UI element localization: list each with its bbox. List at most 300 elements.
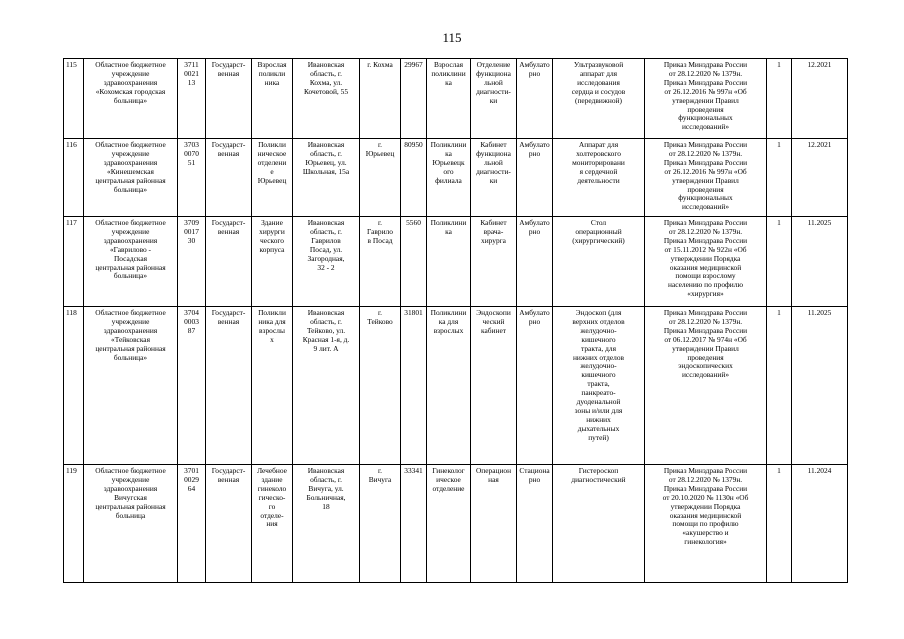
address-cell	[293, 59, 360, 139]
address-line: Ивановская	[307, 60, 345, 69]
structural-unit-line: Гинеколог	[432, 466, 465, 475]
department-cell	[471, 465, 517, 583]
ownership-form-line: Государст-	[211, 60, 246, 69]
department-line: Кабинет	[480, 218, 507, 227]
settlement-cell	[360, 465, 401, 583]
row-number-cell	[64, 217, 84, 307]
organization-name-line: «Гаврилово -	[109, 244, 152, 254]
quantity-value: 1	[777, 466, 781, 475]
organization-code-line: 30	[187, 235, 196, 245]
care-conditions-cell	[517, 465, 553, 583]
regulatory-order-line: от 28.12.2020 № 1379н.	[668, 148, 743, 158]
care-conditions-cell	[517, 139, 553, 217]
organization-name-line: учреждение	[111, 226, 150, 236]
regulatory-order-line: гинекология»	[684, 537, 727, 547]
settlement-line: г.	[377, 308, 383, 317]
equipment-name-line: Гистероскоп	[578, 466, 619, 475]
row-number-value: 118	[66, 308, 77, 317]
department-line: ки	[489, 175, 498, 185]
registry-body	[64, 59, 848, 583]
structural-unit-line: Поликлини	[430, 140, 467, 149]
quantity-cell	[767, 139, 792, 217]
row-number-cell	[64, 307, 84, 465]
address-line: Ивановская	[307, 218, 345, 227]
delivery-date-cell	[792, 139, 848, 217]
ownership-form-line: Государст-	[211, 308, 246, 317]
address-line: Кохма, ул.	[309, 77, 343, 87]
structural-unit-line: Юрьевецк	[432, 157, 465, 167]
regulatory-order-line: исследований»	[681, 122, 730, 132]
address-line: 9 лит. А	[313, 343, 339, 353]
equipment-name-line: путей)	[588, 432, 609, 442]
regulatory-order-line: оказания медицинской	[669, 510, 742, 520]
organization-code-line: 0029	[184, 474, 199, 484]
care-conditions-line: Амбулато	[519, 60, 550, 69]
equipment-name-line: нижних	[586, 414, 611, 424]
row-number-value: 116	[66, 140, 77, 149]
delivery-date-value: 11.2025	[807, 308, 832, 317]
organization-code-line: 87	[187, 325, 196, 335]
building-name-line: поликли	[258, 68, 286, 78]
department-line: ческий	[482, 316, 505, 326]
quantity-cell	[767, 59, 792, 139]
regulatory-order-cell	[645, 139, 767, 217]
delivery-date-value: 12.2021	[807, 140, 832, 149]
equipment-name-line: желудочно-	[580, 325, 617, 335]
quantity-cell	[767, 217, 792, 307]
equipment-name-cell	[553, 307, 645, 465]
regulatory-order-cell	[645, 307, 767, 465]
organization-code-cell	[178, 465, 206, 583]
care-conditions-line: Амбулато	[519, 218, 550, 227]
settlement-cell	[360, 217, 401, 307]
equipment-name-cell	[553, 465, 645, 583]
building-name-line: хирурги	[259, 226, 285, 236]
settlement-line: г.	[377, 218, 383, 227]
settlement-line: Тейково	[367, 316, 393, 326]
address-line: 32 - 2	[317, 262, 335, 272]
regulatory-order-line: от 06.12.2017 № 974н «Об	[664, 334, 747, 344]
equipment-name-line: верхних отделов	[572, 316, 625, 326]
organization-name-line: Областное бюджетное	[95, 466, 166, 475]
quantity-cell	[767, 307, 792, 465]
equipment-name-line: дуоденальной	[576, 397, 621, 407]
structural-unit-line: ка	[445, 77, 452, 87]
address-line: область, г.	[310, 474, 342, 484]
delivery-date-value: 11.2025	[807, 218, 832, 227]
structural-unit-line: взрослых	[433, 325, 464, 335]
organization-name-line: Областное бюджетное	[95, 60, 166, 69]
department-line: диагности-	[476, 166, 511, 176]
department-line: Эндоскопи	[476, 308, 511, 317]
regulatory-order-line: Приказ Минздрава России	[663, 235, 748, 245]
building-name-line: взрослы	[259, 325, 285, 335]
equipment-name-line: Эндоскоп (для	[575, 308, 622, 317]
department-line: диагности-	[476, 86, 511, 96]
ownership-form-line: венная	[217, 148, 240, 158]
address-line: область, г.	[310, 148, 342, 158]
regulatory-order-line: Приказ Минздрава России	[663, 325, 748, 335]
address-line: Ивановская	[307, 466, 345, 475]
department-line: льной	[484, 77, 503, 87]
organization-name-line: здравоохранения	[103, 157, 158, 167]
organization-name-line: «Кохомская городская	[95, 86, 166, 96]
regulatory-order-line: от 28.12.2020 № 1379н.	[668, 226, 743, 236]
equipment-name-cell	[553, 59, 645, 139]
organization-name-line: больница	[115, 510, 146, 520]
department-cell	[471, 307, 517, 465]
equipment-name-line: зоны и/или для	[574, 405, 623, 415]
organization-code-line: 0070	[184, 148, 199, 158]
population-index-cell	[401, 217, 427, 307]
settlement-line: Вичуга	[368, 474, 392, 484]
care-conditions-line: Амбулато	[519, 308, 550, 317]
department-line: кабинет	[481, 325, 506, 335]
equipment-name-line: операционный	[575, 226, 622, 236]
row-number-cell	[64, 139, 84, 217]
organization-name-cell	[84, 217, 178, 307]
row-number-value: 115	[66, 60, 77, 69]
delivery-date-value: 11.2024	[807, 466, 832, 475]
department-line: Кабинет	[480, 140, 507, 149]
organization-name-cell	[84, 139, 178, 217]
equipment-name-line: кишечного	[581, 370, 616, 380]
settlement-line: Гаврило	[367, 226, 393, 236]
ownership-form-line: венная	[217, 474, 240, 484]
address-line: 18	[322, 501, 330, 511]
building-name-line: отделени	[257, 157, 287, 167]
equipment-name-line: желудочно-	[580, 361, 617, 371]
structural-unit-cell	[427, 465, 471, 583]
table-row	[64, 139, 848, 217]
ownership-form-cell	[206, 139, 252, 217]
ownership-form-cell	[206, 465, 252, 583]
ownership-form-line: Государст-	[211, 466, 246, 475]
organization-code-cell	[178, 217, 206, 307]
care-conditions-cell	[517, 307, 553, 465]
organization-code-cell	[178, 307, 206, 465]
regulatory-order-line: проведения	[687, 352, 724, 362]
department-cell	[471, 139, 517, 217]
population-index-value: 33341	[404, 466, 423, 475]
regulatory-order-line: эндоскопических	[678, 361, 733, 371]
ownership-form-cell	[206, 59, 252, 139]
page-number: 115	[442, 30, 462, 45]
care-conditions-line: рно	[528, 474, 541, 484]
delivery-date-cell	[792, 307, 848, 465]
building-name-line: ническое	[257, 148, 287, 158]
building-name-cell	[252, 307, 293, 465]
care-conditions-line: рно	[528, 316, 541, 326]
address-line: Гаврилов	[311, 235, 341, 245]
department-line: функциона	[476, 68, 511, 78]
population-index-cell	[401, 465, 427, 583]
organization-code-line: 51	[187, 157, 196, 167]
address-line: Школьная, 15а	[302, 166, 350, 176]
settlement-line: в Посад	[367, 235, 393, 245]
care-conditions-line: рно	[528, 148, 541, 158]
department-line: функциона	[476, 148, 511, 158]
care-conditions-line: Стациона	[519, 466, 550, 475]
regulatory-order-line: Приказ Минздрава России	[663, 77, 748, 87]
regulatory-order-line: Приказ Минздрава России	[663, 60, 748, 69]
settlement-cell	[360, 307, 401, 465]
regulatory-order-line: Приказ Минздрава России	[663, 308, 748, 317]
regulatory-order-line: проведения	[687, 184, 724, 194]
building-name-cell	[252, 139, 293, 217]
care-conditions-line: рно	[528, 68, 541, 78]
organization-name-line: больница»	[113, 184, 148, 194]
equipment-name-line: исследования	[577, 77, 620, 87]
organization-name-cell	[84, 59, 178, 139]
structural-unit-cell	[427, 217, 471, 307]
regulatory-order-cell	[645, 217, 767, 307]
building-name-line: ния	[266, 519, 278, 529]
regulatory-order-line: от 28.12.2020 № 1379н.	[668, 68, 743, 78]
building-name-line: х	[270, 334, 274, 344]
population-index-value: 5560	[406, 218, 421, 227]
equipment-name-line: (передвижной)	[575, 95, 622, 105]
address-line: Ивановская	[307, 140, 345, 149]
regulatory-order-line: Приказ Минздрава России	[663, 218, 748, 227]
address-line: Юрьевец, ул.	[305, 157, 347, 167]
organization-name-line: учреждение	[111, 474, 150, 484]
regulatory-order-line: проведения	[687, 104, 724, 114]
equipment-name-line: я сердечной	[579, 166, 618, 176]
organization-code-line: 0021	[184, 68, 199, 78]
population-index-cell	[401, 59, 427, 139]
organization-code-cell	[178, 139, 206, 217]
settlement-line: г. Кохма	[367, 60, 393, 69]
address-cell	[293, 139, 360, 217]
building-name-cell	[252, 217, 293, 307]
address-line: область, г.	[310, 316, 342, 326]
address-line: Кочетовой, 55	[303, 86, 349, 96]
equipment-name-line: дыхательных	[577, 423, 620, 433]
building-name-cell	[252, 465, 293, 583]
ownership-form-line: венная	[217, 68, 240, 78]
equipment-name-cell	[553, 217, 645, 307]
settlement-cell	[360, 139, 401, 217]
department-line: врача-	[483, 226, 504, 236]
building-name-line: Лечебное	[257, 466, 287, 475]
building-name-line: здание	[261, 474, 283, 484]
regulatory-order-line: от 26.12.2016 № 997н «Об	[664, 166, 747, 176]
equipment-registry-table	[63, 58, 848, 583]
organization-code-line: 64	[187, 483, 196, 493]
address-line: область, г.	[310, 226, 342, 236]
table-row	[64, 217, 848, 307]
address-line: Тейково, ул.	[306, 325, 346, 335]
regulatory-order-line: исследований»	[681, 370, 730, 380]
structural-unit-line: ическое	[436, 474, 461, 484]
organization-code-line: 3701	[184, 466, 199, 475]
population-index-cell	[401, 307, 427, 465]
structural-unit-line: филиала	[435, 175, 462, 185]
building-name-line: гическо-	[258, 492, 286, 502]
ownership-form-cell	[206, 217, 252, 307]
department-line: хирурга	[481, 235, 506, 245]
delivery-date-value: 12.2021	[807, 60, 832, 69]
organization-name-line: здравоохранения	[103, 235, 158, 245]
structural-unit-cell	[427, 59, 471, 139]
organization-name-line: учреждение	[111, 148, 150, 158]
department-line: Операцион	[475, 466, 512, 475]
department-line: ная	[488, 474, 499, 484]
organization-name-line: Областное бюджетное	[95, 140, 166, 149]
building-name-line: Здание	[261, 218, 283, 227]
organization-code-cell	[178, 59, 206, 139]
organization-name-line: центральная районная	[95, 262, 166, 272]
regulatory-order-line: Приказ Минздрава России	[663, 483, 748, 493]
regulatory-order-line: оказания медицинской	[669, 262, 742, 272]
row-number-cell	[64, 465, 84, 583]
regulatory-order-line: «хирургия»	[687, 289, 724, 299]
organization-name-line: больница»	[113, 95, 148, 105]
structural-unit-line: ого	[443, 166, 454, 176]
building-name-line: го	[268, 501, 276, 511]
address-line: Вичуга, ул.	[308, 483, 344, 493]
structural-unit-line: ка	[445, 226, 452, 236]
quantity-value: 1	[777, 140, 781, 149]
regulatory-order-line: утверждении Правил	[672, 343, 739, 353]
regulatory-order-line: Приказ Минздрава России	[663, 466, 748, 475]
organization-name-line: здравоохранения	[103, 77, 158, 87]
regulatory-order-line: помощи по профилю	[672, 519, 739, 529]
structural-unit-cell	[427, 139, 471, 217]
delivery-date-cell	[792, 465, 848, 583]
equipment-name-line: тракта, для	[581, 343, 616, 353]
ownership-form-line: венная	[217, 316, 240, 326]
organization-name-line: «Кинешемская	[107, 166, 154, 176]
population-index-value: 29967	[404, 60, 423, 69]
quantity-cell	[767, 465, 792, 583]
organization-name-line: Областное бюджетное	[95, 308, 166, 317]
regulatory-order-cell	[645, 465, 767, 583]
regulatory-order-line: помощи взрослому	[675, 271, 736, 281]
organization-name-line: центральная районная	[95, 501, 166, 511]
regulatory-order-cell	[645, 59, 767, 139]
regulatory-order-line: функциональных	[678, 113, 733, 123]
population-index-value: 80950	[404, 140, 423, 149]
equipment-name-line: нижних отделов	[572, 352, 625, 362]
table-row	[64, 59, 848, 139]
equipment-name-line: мониторировани	[572, 157, 625, 167]
department-line: льной	[484, 157, 503, 167]
delivery-date-cell	[792, 59, 848, 139]
equipment-name-cell	[553, 139, 645, 217]
regulatory-order-line: от 26.12.2016 № 997н «Об	[664, 86, 747, 96]
equipment-name-line: холтеровского	[576, 148, 621, 158]
regulatory-order-line: от 15.11.2012 № 922н «Об	[664, 244, 747, 254]
equipment-name-line: тракта,	[587, 379, 610, 389]
regulatory-order-line: утверждении Правил	[672, 95, 739, 105]
structural-unit-line: Взрослая	[433, 60, 464, 69]
organization-name-line: учреждение	[111, 316, 150, 326]
population-index-cell	[401, 139, 427, 217]
building-name-line: гинеколо	[257, 483, 287, 493]
regulatory-order-line: исследований»	[681, 202, 730, 212]
organization-name-line: Областное бюджетное	[95, 218, 166, 227]
regulatory-order-line: от 28.12.2020 № 1379н.	[668, 316, 743, 326]
organization-name-line: «Тейковская	[111, 334, 150, 344]
quantity-value: 1	[777, 308, 781, 317]
settlement-line: г.	[377, 466, 383, 475]
organization-name-line: больница»	[113, 271, 148, 281]
equipment-name-line: сердца и сосудов	[571, 86, 626, 96]
department-line: ки	[489, 95, 498, 105]
organization-name-line: Посадская	[113, 253, 148, 263]
structural-unit-line: ка для	[438, 316, 459, 326]
organization-name-line: здравоохранения	[103, 483, 158, 493]
regulatory-order-line: утверждении Порядка	[670, 501, 741, 511]
organization-code-line: 0017	[184, 226, 199, 236]
structural-unit-cell	[427, 307, 471, 465]
building-name-line: Взрослая	[257, 60, 287, 69]
organization-name-line: больница»	[113, 352, 148, 362]
organization-code-line: 13	[187, 77, 196, 87]
address-line: Красная 1-я, д.	[302, 334, 350, 344]
structural-unit-line: ка	[445, 148, 452, 158]
address-cell	[293, 307, 360, 465]
building-name-line: Поликли	[258, 140, 286, 149]
ownership-form-line: Государст-	[211, 140, 246, 149]
equipment-name-line: кишечного	[581, 334, 616, 344]
organization-code-line: 3703	[184, 140, 199, 149]
building-name-line: корпуса	[259, 244, 285, 254]
regulatory-order-line: Приказ Минздрава России	[663, 140, 748, 149]
regulatory-order-line: от 20.10.2020 № 1130н «Об	[662, 492, 749, 502]
address-cell	[293, 465, 360, 583]
care-conditions-line: Амбулато	[519, 140, 550, 149]
settlement-line: г.	[377, 140, 383, 149]
building-name-cell	[252, 59, 293, 139]
regulatory-order-line: «акушерство и	[682, 528, 729, 538]
organization-name-line: центральная районная	[95, 343, 166, 353]
equipment-name-line: деятельности	[577, 175, 620, 185]
organization-name-line: Вичугская	[114, 492, 147, 502]
regulatory-order-line: утверждении Правил	[672, 175, 739, 185]
care-conditions-cell	[517, 59, 553, 139]
table-row	[64, 465, 848, 583]
building-name-line: ника	[264, 77, 280, 87]
regulatory-order-line: населению по профилю	[668, 280, 743, 290]
building-name-line: Поликли	[258, 308, 286, 317]
regulatory-order-line: утверждении Порядка	[670, 253, 741, 263]
organization-name-line: учреждение	[111, 68, 150, 78]
structural-unit-line: отделение	[432, 483, 465, 493]
row-number-cell	[64, 59, 84, 139]
equipment-name-line: Аппарат для	[578, 140, 619, 149]
structural-unit-line: поликлини	[431, 68, 466, 78]
department-cell	[471, 59, 517, 139]
ownership-form-cell	[206, 307, 252, 465]
equipment-name-line: панкреато-	[581, 388, 616, 398]
ownership-form-line: венная	[217, 226, 240, 236]
row-number-value: 117	[66, 218, 77, 227]
equipment-name-line: (хирургический)	[572, 235, 625, 245]
organization-code-line: 3709	[184, 218, 199, 227]
equipment-name-line: диагностический	[571, 474, 626, 484]
building-name-line: Юрьевец	[257, 175, 287, 185]
care-conditions-line: рно	[528, 226, 541, 236]
building-name-line: ческого	[260, 235, 284, 245]
regulatory-order-line: функциональных	[678, 193, 733, 203]
table-row	[64, 307, 848, 465]
equipment-name-line: Стол	[590, 218, 607, 227]
structural-unit-line: Поликлини	[430, 218, 467, 227]
address-line: Больничная,	[306, 492, 346, 502]
